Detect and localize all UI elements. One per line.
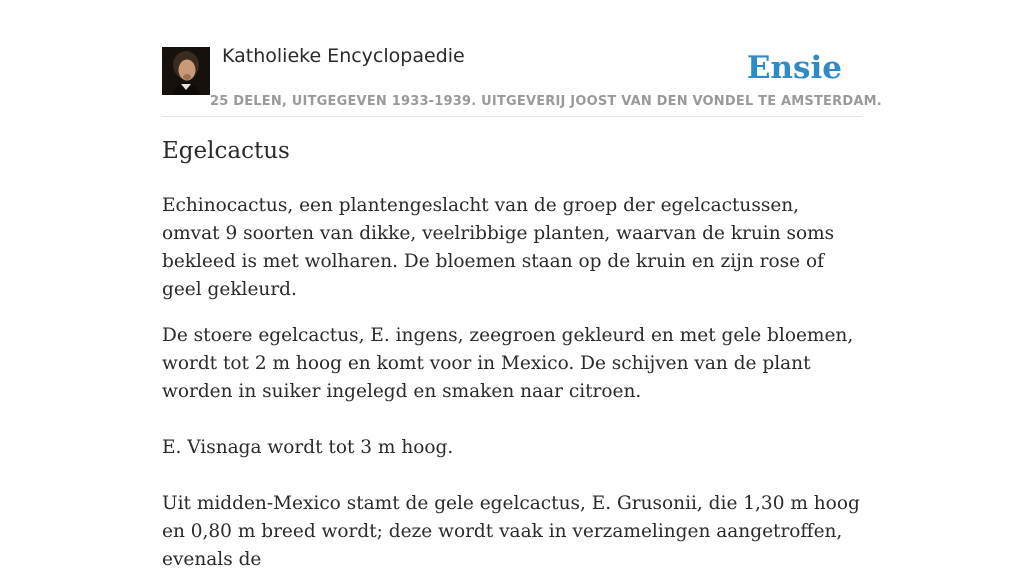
source-title[interactable]: Katholieke Encyclopaedie (222, 45, 465, 67)
ensie-logo[interactable]: Ensie (746, 50, 842, 86)
article-paragraph: E. Visnaga wordt tot 3 m hoog. (162, 437, 454, 458)
article-paragraph: Echinocactus, een plantengeslacht van de groep der egelcactussen, omvat 9 soorten van dikke, veelribbige planten, waarvan de kruin soms bekleed is met wolharen. De bloemen staan op de kruin en zijn rose of geel gekleurd. (162, 195, 835, 300)
source-subtitle: 25 DELEN, UITGEGEVEN 1933-1939. UITGEVERIJ JOOST VAN DEN VONDEL TE AMSTERDAM. (210, 94, 882, 109)
article-paragraph: Uit midden-Mexico stamt de gele egelcactus, E. Grusonii, die 1,30 m hoog en 0,80 m breed wordt; deze wordt vaak in verzamelingen aangetroffen, evenals de (162, 493, 860, 570)
source-header (162, 40, 882, 117)
source-avatar[interactable] (162, 47, 210, 95)
article-title: Egelcactus (162, 138, 290, 164)
article-paragraph: De stoere egelcactus, E. ingens, zeegroen gekleurd en met gele bloemen, wordt tot 2 m hoog en komt voor in Mexico. De schijven van de plant worden in suiker ingelegd en smaken naar citroen. (162, 325, 854, 402)
portrait-image (162, 47, 210, 95)
article-body (162, 192, 862, 574)
